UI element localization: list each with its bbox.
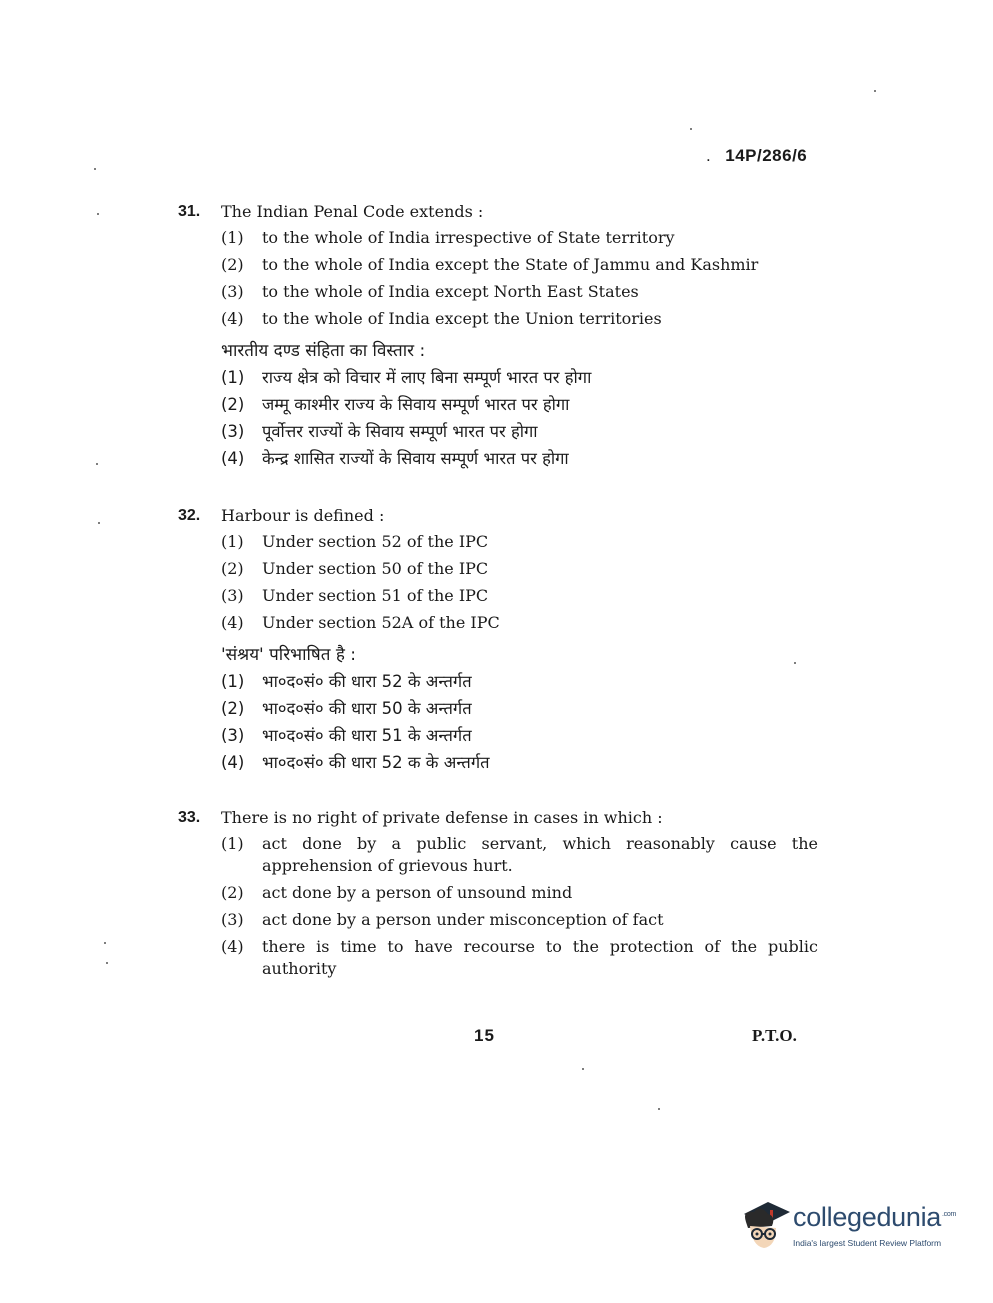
scan-speck <box>582 1068 584 1070</box>
hindi-option-2: (2) जम्मू काश्मीर राज्य के सिवाय सम्पूर्ण भारत पर होगा <box>221 395 570 414</box>
option-1: (1) act done by a public servant, which reasonably cause the apprehension of grievous hurt. <box>221 834 818 875</box>
brand-superscript: .com <box>942 1211 957 1218</box>
option-2: (2) act done by a person of unsound mind <box>221 883 573 902</box>
option-4: (4) Under section 52A of the IPC <box>221 613 500 632</box>
hindi-option-1: (1) भा०द०सं० की धारा 52 के अन्तर्गत <box>221 672 472 691</box>
hindi-option-2: (2) भा०द०सं० की धारा 50 के अन्तर्गत <box>221 699 472 718</box>
question-32 <box>178 505 818 779</box>
option-1: (1) Under section 52 of the IPC <box>221 532 489 551</box>
scan-speck <box>658 1108 660 1110</box>
question-text: There is no right of private defense in cases in which : <box>221 808 663 827</box>
scan-speck <box>96 463 98 465</box>
english-options <box>221 833 818 980</box>
pto-label: P.T.O. <box>752 1026 797 1045</box>
student-mascot-icon <box>736 1196 792 1256</box>
scan-speck <box>104 942 106 944</box>
hindi-question-text: 'संश्रय' परिभाषित है : <box>221 645 356 665</box>
hindi-options <box>221 671 818 774</box>
question-number: 33. <box>178 809 201 826</box>
question-number: 32. <box>178 507 201 524</box>
question-number: 31. <box>178 203 201 220</box>
option-4: (4) to the whole of India except the Union territories <box>221 309 662 328</box>
hindi-option-1: (1) राज्य क्षेत्र को विचार में लाए बिना सम्पूर्ण भारत पर होगा <box>221 368 592 387</box>
option-3: (3) act done by a person under misconception of fact <box>221 910 664 929</box>
hindi-question-text: भारतीय दण्ड संहिता का विस्तार : <box>221 341 426 361</box>
option-3: (3) to the whole of India except North East States <box>221 282 639 301</box>
brand-tagline: India's largest Student Review Platform <box>793 1238 942 1248</box>
page-number: 15 <box>474 1026 495 1045</box>
scan-speck <box>690 128 692 130</box>
scan-speck <box>97 213 99 215</box>
scan-speck <box>106 962 108 964</box>
page-code-text: 14P/286/6 <box>725 146 808 165</box>
brand-name: collegedunia <box>793 1202 942 1232</box>
english-options <box>221 227 818 330</box>
page-code: . 14P/286/6 <box>706 146 808 165</box>
question-text: The Indian Penal Code extends : <box>221 202 484 221</box>
question-33 <box>178 807 818 985</box>
option-2: (2) to the whole of India except the State of Jammu and Kashmir <box>221 255 759 274</box>
scan-speck <box>874 90 876 92</box>
hindi-options <box>221 367 818 470</box>
scan-speck <box>794 662 796 664</box>
english-options <box>221 531 818 634</box>
scan-speck <box>94 168 96 170</box>
option-2: (2) Under section 50 of the IPC <box>221 559 489 578</box>
question-31 <box>178 201 818 475</box>
option-3: (3) Under section 51 of the IPC <box>221 586 489 605</box>
hindi-option-3: (3) पूर्वोत्तर राज्यों के सिवाय सम्पूर्ण भारत पर होगा <box>221 422 538 441</box>
question-text: Harbour is defined : <box>221 506 385 525</box>
hindi-option-4: (4) केन्द्र शासित राज्यों के सिवाय सम्पूर्ण भारत पर होगा <box>221 449 569 468</box>
option-4: (4) there is time to have recourse to the protection of the public authority <box>221 937 818 978</box>
hindi-option-3: (3) भा०द०सं० की धारा 51 के अन्तर्गत <box>221 726 472 745</box>
collegedunia-logo <box>736 1196 966 1260</box>
scan-speck <box>98 522 100 524</box>
option-1: (1) to the whole of India irrespective of State territory <box>221 228 675 247</box>
hindi-option-4: (4) भा०द०सं० की धारा 52 क के अन्तर्गत <box>221 753 490 772</box>
